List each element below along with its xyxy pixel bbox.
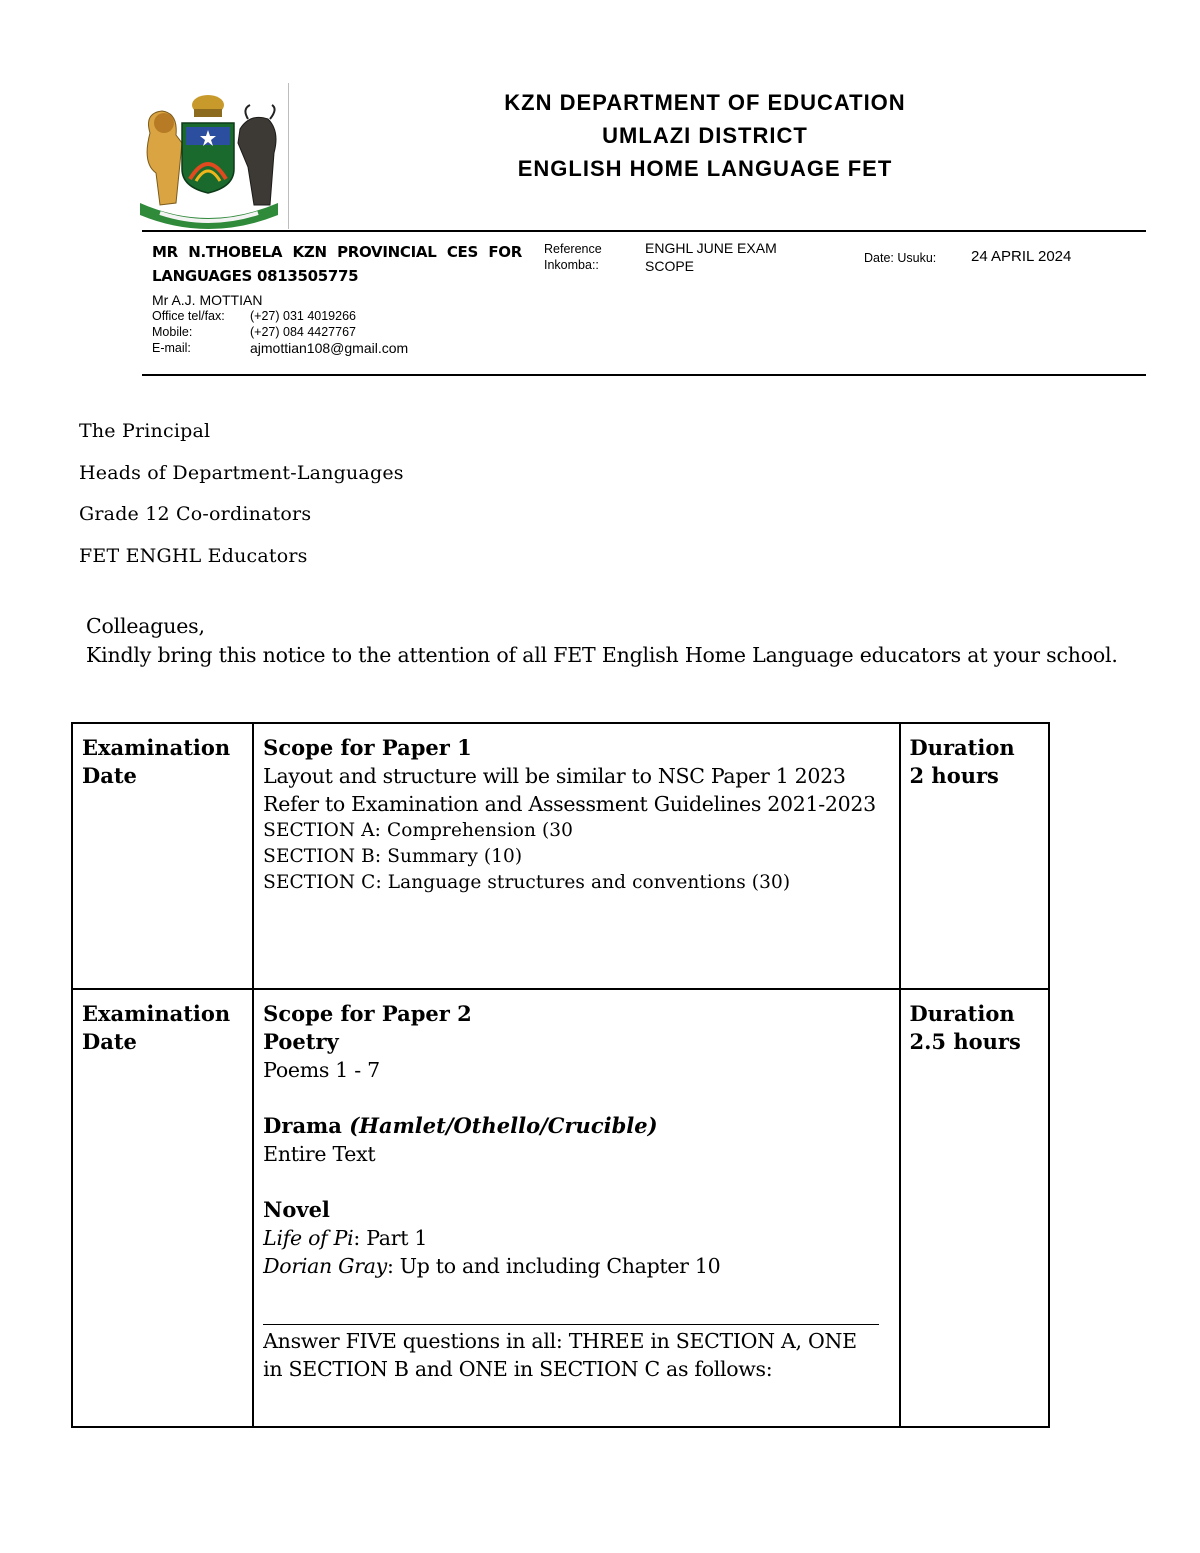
duration-label: Duration <box>909 735 1015 760</box>
table-row <box>72 723 1049 989</box>
reference-value-2: SCOPE <box>645 258 695 274</box>
email-label: E-mail: <box>152 341 191 355</box>
scope-table <box>71 722 1050 1428</box>
exam-date-line-1: Examination <box>82 1001 231 1026</box>
scope-title: Scope for Paper 2 <box>263 1001 472 1026</box>
duration-value: 2.5 hours <box>909 1029 1021 1054</box>
section-line: SECTION A: Comprehension (30 <box>263 820 574 841</box>
novel-1-line <box>263 1224 890 1252</box>
exam-date-cell <box>72 723 253 989</box>
office-value: (+27) 031 4019266 <box>250 309 356 323</box>
mobile-row <box>152 324 408 340</box>
section-line: SECTION C: Language structures and conventions (30) <box>263 872 791 893</box>
contact-name: Mr A.J. MOTTIAN <box>152 292 263 308</box>
drama-texts: (Hamlet/Othello/Crucible) <box>349 1113 658 1138</box>
header-title-line-2: UMLAZI DISTRICT <box>602 123 808 148</box>
exam-date-line-1: Examination <box>82 735 231 760</box>
coat-of-arms-logo <box>130 83 289 229</box>
duration-value: 2 hours <box>909 763 999 788</box>
poetry-text: Poems 1 - 7 <box>263 1058 380 1082</box>
letter-body <box>86 612 1126 669</box>
exam-date-line-2: Date <box>82 1029 137 1054</box>
office-label: Office tel/fax: <box>152 309 225 323</box>
coat-of-arms-icon <box>130 83 288 229</box>
header-title-line-3: ENGLISH HOME LANGUAGE FET <box>517 156 893 181</box>
drama-heading-line <box>263 1112 890 1140</box>
reference-label <box>544 241 602 273</box>
exam-date-line-2: Date <box>82 763 137 788</box>
duration-cell <box>900 723 1050 989</box>
header-title-line-1: KZN DEPARTMENT OF EDUCATION <box>504 90 906 115</box>
novel-heading: Novel <box>263 1197 330 1222</box>
email-row <box>152 340 408 356</box>
drama-text: Entire Text <box>263 1142 376 1166</box>
addressee-coordinators: Grade 12 Co-ordinators <box>79 503 312 525</box>
scope-cell <box>253 723 899 989</box>
header-title <box>300 86 1110 185</box>
office-row <box>152 308 408 324</box>
mobile-label: Mobile: <box>152 325 193 339</box>
date-label: Date: Usuku: <box>864 251 937 265</box>
notice-text: Kindly bring this notice to the attention of all FET English Home Language educators at your school. <box>86 642 1118 667</box>
poetry-heading: Poetry <box>263 1029 339 1054</box>
reference-value <box>645 239 777 275</box>
reference-label-2: Inkomba:: <box>544 258 599 272</box>
date-value: 24 APRIL 2024 <box>971 248 1072 265</box>
duration-label: Duration <box>909 1001 1015 1026</box>
table-row <box>72 989 1049 1427</box>
reference-label-1: Reference <box>544 242 602 256</box>
scope-line: Layout and structure will be similar to NSC Paper 1 2023 <box>263 764 846 788</box>
answer-instructions: Answer FIVE questions in all: THREE in SECTION A, ONE in SECTION B and ONE in SECTION C as follows: <box>263 1324 879 1383</box>
exam-date-cell <box>72 989 253 1427</box>
email-value: ajmottian108@gmail.com <box>250 340 409 356</box>
salutation: Colleagues, <box>86 614 205 638</box>
duration-cell <box>900 989 1050 1427</box>
novel-1-title: Life of Pi <box>263 1226 354 1250</box>
header-bottom-rule <box>142 374 1146 376</box>
novel-2-title: Dorian Gray <box>263 1254 387 1278</box>
header-top-rule <box>142 230 1146 232</box>
contact-details <box>152 292 408 356</box>
addressee-principal: The Principal <box>79 420 211 442</box>
section-line: SECTION B: Summary (10) <box>263 846 523 867</box>
scope-line: Refer to Examination and Assessment Guidelines 2021-2023 <box>263 792 876 816</box>
scope-cell <box>253 989 899 1427</box>
novel-2-scope: : Up to and including Chapter 10 <box>386 1254 721 1278</box>
addressee-hods: Heads of Department-Languages <box>79 462 404 484</box>
novel-2-line <box>263 1252 890 1280</box>
novel-1-scope: : Part 1 <box>353 1226 428 1250</box>
addressee-educators: FET ENGHL Educators <box>79 545 308 567</box>
reference-value-1: ENGHL JUNE EXAM <box>645 240 777 256</box>
drama-heading: Drama <box>263 1113 342 1138</box>
mobile-value: (+27) 084 4427767 <box>250 325 356 339</box>
scope-title: Scope for Paper 1 <box>263 735 472 760</box>
ces-contact: MR N.THOBELA KZN PROVINCIAL CES FOR LANGUAGES 0813505775 <box>152 243 522 285</box>
